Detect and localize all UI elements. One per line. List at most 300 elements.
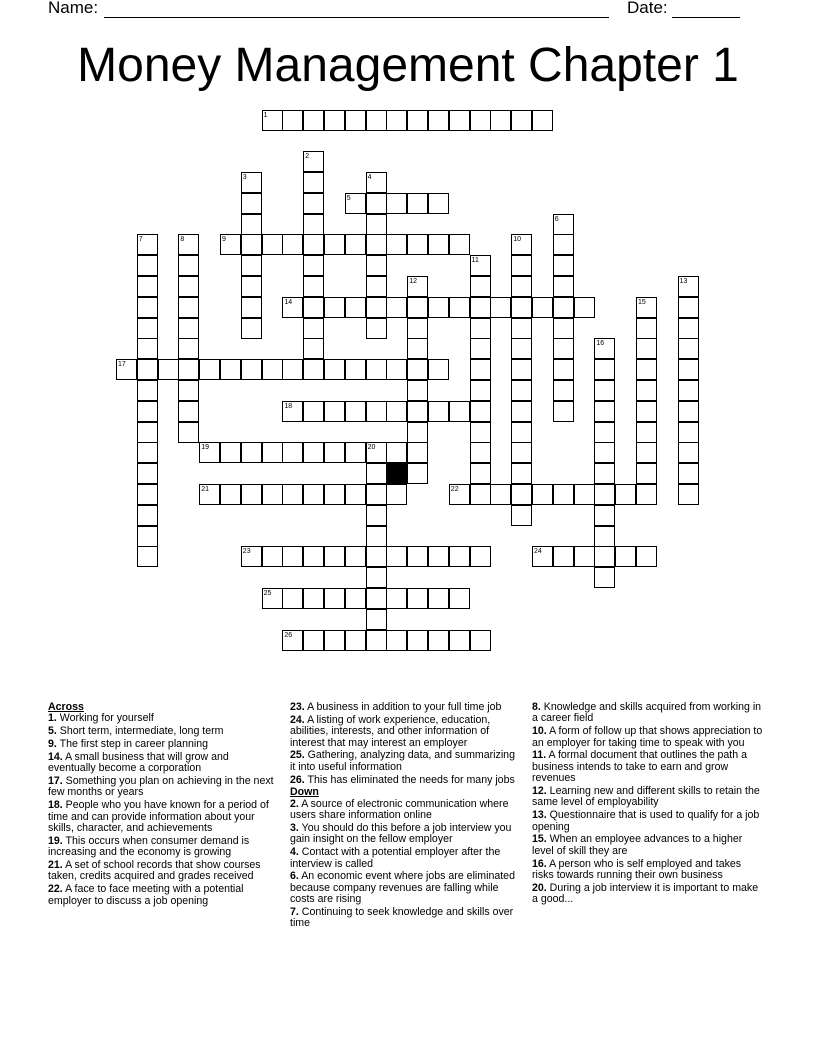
grid-cell[interactable]	[470, 338, 491, 359]
grid-cell[interactable]	[282, 359, 303, 380]
grid-cell[interactable]	[678, 359, 699, 380]
grid-cell[interactable]	[345, 359, 366, 380]
grid-cell[interactable]	[178, 338, 199, 359]
grid-cell[interactable]	[241, 255, 262, 276]
grid-cell[interactable]	[366, 318, 387, 339]
grid-cell[interactable]	[511, 442, 532, 463]
grid-cell[interactable]	[532, 110, 553, 131]
clue-text: You should do this before a job interview you gain insight on the fellow employer	[290, 822, 512, 846]
clue-item	[290, 702, 518, 713]
grid-cell[interactable]	[428, 359, 449, 380]
grid-cell[interactable]	[137, 442, 158, 463]
grid-cell[interactable]	[553, 318, 574, 339]
grid-cell[interactable]	[282, 588, 303, 609]
grid-cell[interactable]	[137, 255, 158, 276]
clue-item	[290, 907, 518, 930]
grid-cell[interactable]	[553, 255, 574, 276]
grid-cell[interactable]	[636, 338, 657, 359]
grid-cell[interactable]	[137, 380, 158, 401]
grid-cell[interactable]	[386, 234, 407, 255]
grid-cell[interactable]	[324, 588, 345, 609]
grid-cell[interactable]	[345, 588, 366, 609]
grid-cell[interactable]	[407, 110, 428, 131]
clue-number: 23	[242, 548, 251, 556]
grid-cell[interactable]	[553, 484, 574, 505]
grid-cell[interactable]	[366, 484, 387, 505]
clue-number-label: 6.	[290, 870, 299, 883]
grid-cell[interactable]	[345, 442, 366, 463]
grid-cell[interactable]	[553, 546, 574, 567]
grid-cell[interactable]	[678, 463, 699, 484]
grid-cell[interactable]	[636, 546, 657, 567]
clue-text: Gathering, analyzing data, and summarizing it into useful information	[290, 749, 515, 773]
grid-cell[interactable]	[553, 297, 574, 318]
grid-cell[interactable]	[470, 297, 491, 318]
grid-cell[interactable]	[366, 297, 387, 318]
grid-cell[interactable]	[282, 546, 303, 567]
grid-cell[interactable]	[345, 110, 366, 131]
clue-item	[48, 860, 274, 883]
clue-text: Continuing to seek knowledge and skills over time	[290, 906, 514, 930]
grid-cell[interactable]	[262, 234, 283, 255]
grid-cell[interactable]	[511, 276, 532, 297]
grid-cell[interactable]	[282, 401, 303, 422]
grid-cell[interactable]	[366, 234, 387, 255]
grid-cell[interactable]	[594, 463, 615, 484]
grid-cell[interactable]	[594, 505, 615, 526]
clue-item	[290, 799, 518, 822]
grid-cell[interactable]	[366, 214, 387, 235]
grid-cell[interactable]	[553, 234, 574, 255]
clue-number-label: 23.	[290, 701, 305, 713]
clue-number: 9	[222, 236, 226, 244]
grid-cell[interactable]	[303, 234, 324, 255]
grid-cell[interactable]	[324, 359, 345, 380]
grid-cell[interactable]	[345, 297, 366, 318]
clue-text: Working for yourself	[56, 712, 154, 725]
grid-cell[interactable]	[470, 630, 491, 651]
grid-cell[interactable]	[636, 297, 657, 318]
grid-cell[interactable]	[262, 110, 283, 131]
grid-cell[interactable]	[490, 484, 511, 505]
grid-cell[interactable]	[178, 401, 199, 422]
grid-cell[interactable]	[511, 401, 532, 422]
grid-cell[interactable]	[137, 484, 158, 505]
grid-cell[interactable]	[428, 401, 449, 422]
grid-cell[interactable]	[407, 338, 428, 359]
grid-cell[interactable]	[137, 526, 158, 547]
grid-cell[interactable]	[303, 630, 324, 651]
grid-cell[interactable]	[407, 588, 428, 609]
grid-cell[interactable]	[303, 546, 324, 567]
grid-cell[interactable]	[303, 318, 324, 339]
grid-cell[interactable]	[636, 401, 657, 422]
grid-cell[interactable]	[199, 484, 220, 505]
grid-cell[interactable]	[199, 359, 220, 380]
grid-cell[interactable]	[449, 234, 470, 255]
grid-cell[interactable]	[470, 359, 491, 380]
grid-cell[interactable]	[386, 359, 407, 380]
grid-cell[interactable]	[428, 110, 449, 131]
grid-cell[interactable]	[574, 546, 595, 567]
grid-cell[interactable]	[511, 110, 532, 131]
grid-cell[interactable]	[511, 234, 532, 255]
grid-cell[interactable]	[345, 484, 366, 505]
grid-cell[interactable]	[490, 110, 511, 131]
grid-cell[interactable]	[282, 110, 303, 131]
grid-cell[interactable]	[594, 422, 615, 443]
grid-cell[interactable]	[366, 546, 387, 567]
grid-cell[interactable]	[594, 546, 615, 567]
grid-cell[interactable]	[178, 318, 199, 339]
grid-cell[interactable]	[366, 110, 387, 131]
clue-item	[48, 752, 274, 775]
grid-cell[interactable]	[324, 546, 345, 567]
grid-cell[interactable]	[428, 588, 449, 609]
grid-cell[interactable]	[386, 297, 407, 318]
clue-text: A formal document that outlines the path a business intends to take to earn and grow revenues	[532, 749, 747, 785]
grid-cell[interactable]	[511, 255, 532, 276]
grid-cell[interactable]	[241, 442, 262, 463]
grid-cell[interactable]	[137, 546, 158, 567]
grid-cell[interactable]	[303, 193, 324, 214]
clue-number-label: 21.	[48, 859, 63, 872]
grid-cell[interactable]	[594, 442, 615, 463]
clue-item	[290, 775, 518, 786]
grid-cell[interactable]	[303, 255, 324, 276]
grid-cell[interactable]	[428, 234, 449, 255]
grid-cell[interactable]	[241, 318, 262, 339]
grid-cell[interactable]	[636, 463, 657, 484]
grid-cell[interactable]	[470, 110, 491, 131]
grid-cell[interactable]	[178, 255, 199, 276]
grid-cell[interactable]	[449, 110, 470, 131]
grid-cell[interactable]	[366, 276, 387, 297]
grid-cell[interactable]	[324, 401, 345, 422]
grid-cell[interactable]	[678, 276, 699, 297]
grid-cell[interactable]	[262, 546, 283, 567]
grid-cell[interactable]	[407, 401, 428, 422]
grid-cell[interactable]	[449, 297, 470, 318]
grid-cell[interactable]	[303, 276, 324, 297]
clue-number: 1	[263, 111, 268, 119]
grid-cell[interactable]	[137, 463, 158, 484]
grid-cell[interactable]	[137, 359, 158, 380]
grid-cell[interactable]	[366, 442, 387, 463]
grid-cell[interactable]	[407, 318, 428, 339]
grid-cell[interactable]	[678, 318, 699, 339]
grid-cell[interactable]	[470, 463, 491, 484]
grid-cell[interactable]	[574, 297, 595, 318]
grid-cell[interactable]	[511, 359, 532, 380]
grid-cell[interactable]	[137, 401, 158, 422]
grid-cell[interactable]	[678, 422, 699, 443]
clue-text: A listing of work experience, education, abilities, interests, and other information of interest that may interest an employer	[290, 713, 491, 749]
grid-cell[interactable]	[178, 234, 199, 255]
grid-cell[interactable]	[137, 297, 158, 318]
grid-cell[interactable]	[615, 484, 636, 505]
clue-text: A face to face meeting with a potential employer to discuss a job opening	[48, 883, 244, 907]
grid-cell[interactable]	[470, 276, 491, 297]
grid-cell[interactable]	[553, 359, 574, 380]
clue-text: When an employee advances to a higher level of skill they are	[532, 833, 743, 857]
grid-cell[interactable]	[324, 234, 345, 255]
grid-cell[interactable]	[511, 338, 532, 359]
grid-cell[interactable]	[386, 442, 407, 463]
grid-cell[interactable]	[678, 484, 699, 505]
clue-item	[48, 776, 274, 799]
grid-cell[interactable]	[137, 505, 158, 526]
grid-cell[interactable]	[470, 401, 491, 422]
grid-cell[interactable]	[366, 255, 387, 276]
grid-cell[interactable]	[636, 484, 657, 505]
clue-item	[532, 859, 764, 882]
grid-cell[interactable]	[303, 401, 324, 422]
grid-cell[interactable]	[532, 484, 553, 505]
grid-cell[interactable]	[366, 609, 387, 630]
grid-cell[interactable]	[137, 338, 158, 359]
grid-cell[interactable]	[553, 214, 574, 235]
grid-cell[interactable]	[678, 338, 699, 359]
grid-cell[interactable]	[178, 422, 199, 443]
grid-cell[interactable]	[241, 214, 262, 235]
grid-cell[interactable]	[594, 338, 615, 359]
grid-cell[interactable]	[449, 401, 470, 422]
clue-item	[532, 834, 764, 857]
grid-cell[interactable]	[386, 193, 407, 214]
grid-cell[interactable]	[615, 546, 636, 567]
grid-cell[interactable]	[366, 172, 387, 193]
grid-cell[interactable]	[324, 297, 345, 318]
grid-cell[interactable]	[386, 546, 407, 567]
grid-cell[interactable]	[303, 442, 324, 463]
page-title: Money Management Chapter 1	[77, 39, 739, 92]
grid-cell[interactable]	[345, 193, 366, 214]
grid-cell[interactable]	[407, 630, 428, 651]
grid-cell[interactable]	[574, 484, 595, 505]
grid-cell[interactable]	[449, 588, 470, 609]
grid-cell[interactable]	[470, 255, 491, 276]
grid-cell[interactable]	[241, 484, 262, 505]
grid-cell[interactable]	[345, 630, 366, 651]
clue-number-label: 2.	[290, 797, 299, 810]
grid-cell[interactable]	[324, 484, 345, 505]
grid-cell[interactable]	[511, 380, 532, 401]
grid-cell[interactable]	[303, 214, 324, 235]
grid-cell[interactable]	[220, 234, 241, 255]
grid-cell[interactable]	[366, 567, 387, 588]
clue-number: 20	[367, 444, 376, 452]
grid-cell[interactable]	[470, 442, 491, 463]
grid-cell[interactable]	[178, 276, 199, 297]
grid-cell[interactable]	[178, 297, 199, 318]
clue-item	[532, 786, 764, 809]
grid-cell[interactable]	[303, 484, 324, 505]
grid-cell[interactable]	[553, 401, 574, 422]
grid-cell[interactable]	[594, 526, 615, 547]
grid-cell[interactable]	[511, 318, 532, 339]
grid-cell[interactable]	[220, 484, 241, 505]
grid-cell[interactable]	[262, 359, 283, 380]
grid-cell[interactable]	[220, 359, 241, 380]
grid-cell[interactable]	[678, 380, 699, 401]
grid-cell[interactable]	[282, 297, 303, 318]
clue-number: 24	[534, 548, 542, 556]
clue-item	[532, 726, 764, 749]
grid-cell[interactable]	[158, 359, 179, 380]
grid-cell[interactable]	[470, 422, 491, 443]
grid-cell[interactable]	[594, 401, 615, 422]
grid-cell[interactable]	[636, 380, 657, 401]
clue-number: 17	[118, 361, 126, 369]
grid-cell[interactable]	[407, 359, 428, 380]
grid-cell[interactable]	[303, 359, 324, 380]
grid-cell[interactable]	[241, 276, 262, 297]
clue-number-label: 7.	[290, 906, 299, 919]
grid-cell[interactable]	[594, 567, 615, 588]
grid-cell[interactable]	[594, 359, 615, 380]
grid-cell[interactable]	[511, 422, 532, 443]
grid-cell[interactable]	[366, 193, 387, 214]
grid-cell[interactable]	[407, 442, 428, 463]
grid-cell[interactable]	[386, 484, 407, 505]
clue-number-label: 24.	[290, 713, 305, 726]
grid-cell[interactable]	[366, 630, 387, 651]
grid-cell[interactable]	[345, 234, 366, 255]
grid-cell[interactable]	[678, 401, 699, 422]
grid-cell[interactable]	[553, 380, 574, 401]
grid-cell[interactable]	[407, 193, 428, 214]
grid-cell[interactable]	[636, 422, 657, 443]
grid-cell[interactable]	[386, 630, 407, 651]
grid-cell[interactable]	[511, 463, 532, 484]
grid-cell[interactable]	[428, 193, 449, 214]
grid-cell[interactable]	[241, 297, 262, 318]
clue-text: This occurs when consumer demand is increasing and the economy is growing	[48, 834, 250, 859]
grid-cell[interactable]	[407, 276, 428, 297]
grid-cell[interactable]	[594, 484, 615, 505]
clue-number-label: 18.	[48, 799, 63, 812]
grid-cell[interactable]	[366, 526, 387, 547]
grid-cell[interactable]	[303, 588, 324, 609]
grid-cell[interactable]	[407, 463, 428, 484]
clue-number: 13	[679, 277, 688, 285]
grid-cell[interactable]	[282, 442, 303, 463]
grid-cell[interactable]	[407, 380, 428, 401]
grid-cell[interactable]	[303, 297, 324, 318]
grid-cell[interactable]	[636, 442, 657, 463]
grid-cell[interactable]	[678, 442, 699, 463]
clue-number-label: 14.	[48, 750, 63, 763]
grid-cell[interactable]	[407, 297, 428, 318]
grid-cell[interactable]	[386, 110, 407, 131]
grid-cell[interactable]	[594, 380, 615, 401]
grid-cell[interactable]	[324, 442, 345, 463]
grid-cell[interactable]	[366, 359, 387, 380]
clue-text: The first step in career planning	[56, 738, 208, 750]
grid-cell[interactable]	[324, 630, 345, 651]
grid-cell[interactable]	[137, 276, 158, 297]
grid-cell[interactable]	[449, 630, 470, 651]
grid-cell[interactable]	[407, 422, 428, 443]
grid-cell[interactable]	[303, 338, 324, 359]
grid-cell[interactable]	[553, 276, 574, 297]
grid-cell[interactable]	[449, 546, 470, 567]
grid-cell[interactable]	[137, 318, 158, 339]
grid-cell[interactable]	[262, 484, 283, 505]
grid-cell[interactable]	[636, 359, 657, 380]
grid-cell[interactable]	[532, 297, 553, 318]
clue-number-label: 12.	[532, 785, 547, 798]
grid-cell[interactable]	[511, 505, 532, 526]
grid-cell[interactable]	[324, 110, 345, 131]
grid-cell[interactable]	[407, 234, 428, 255]
grid-cell[interactable]	[428, 546, 449, 567]
grid-cell[interactable]	[553, 338, 574, 359]
grid-cell[interactable]	[241, 172, 262, 193]
clue-text: Something you plan on achieving in the next few months or years	[48, 775, 274, 799]
grid-cell[interactable]	[678, 297, 699, 318]
grid-cell[interactable]	[511, 297, 532, 318]
grid-cell[interactable]	[386, 401, 407, 422]
grid-cell[interactable]	[428, 297, 449, 318]
grid-cell[interactable]	[282, 234, 303, 255]
clue-text: Questionnaire that is used to qualify for a job opening	[532, 809, 760, 833]
grid-cell[interactable]	[470, 318, 491, 339]
grid-cell[interactable]	[449, 484, 470, 505]
grid-cell[interactable]	[220, 442, 241, 463]
grid-cell[interactable]	[490, 297, 511, 318]
grid-cell[interactable]	[366, 588, 387, 609]
grid-cell[interactable]	[386, 588, 407, 609]
clue-number: 8	[180, 236, 185, 244]
grid-cell[interactable]	[116, 359, 137, 380]
grid-cell[interactable]	[366, 505, 387, 526]
grid-cell[interactable]	[470, 546, 491, 567]
grid-cell[interactable]	[241, 193, 262, 214]
grid-cell[interactable]	[428, 630, 449, 651]
grid-cell[interactable]	[282, 484, 303, 505]
grid-cell[interactable]	[345, 546, 366, 567]
grid-cell[interactable]	[262, 588, 283, 609]
grid-cell[interactable]	[241, 234, 262, 255]
grid-cell[interactable]	[241, 359, 262, 380]
grid-cell[interactable]	[636, 318, 657, 339]
grid-cell[interactable]	[532, 546, 553, 567]
grid-cell[interactable]	[282, 630, 303, 651]
grid-cell[interactable]	[366, 463, 387, 484]
grid-cell[interactable]	[470, 380, 491, 401]
grid-cell[interactable]	[137, 422, 158, 443]
grid-cell[interactable]	[199, 442, 220, 463]
grid-cell[interactable]	[178, 359, 199, 380]
grid-cell[interactable]	[366, 401, 387, 422]
clue-text: A small business that will grow and eventually become a corporation	[48, 750, 229, 775]
grid-cell[interactable]	[303, 172, 324, 193]
grid-cell[interactable]	[407, 546, 428, 567]
clue-text: This has eliminated the needs for many jobs	[304, 773, 515, 786]
grid-cell[interactable]	[137, 234, 158, 255]
grid-cell[interactable]	[470, 484, 491, 505]
grid-cell[interactable]	[241, 546, 262, 567]
grid-cell[interactable]	[345, 401, 366, 422]
grid-cell[interactable]	[178, 380, 199, 401]
grid-cell[interactable]	[262, 442, 283, 463]
grid-cell[interactable]	[511, 484, 532, 505]
clue-number-label: 19.	[48, 834, 63, 847]
grid-cell[interactable]	[303, 151, 324, 172]
grid-cell[interactable]	[303, 110, 324, 131]
